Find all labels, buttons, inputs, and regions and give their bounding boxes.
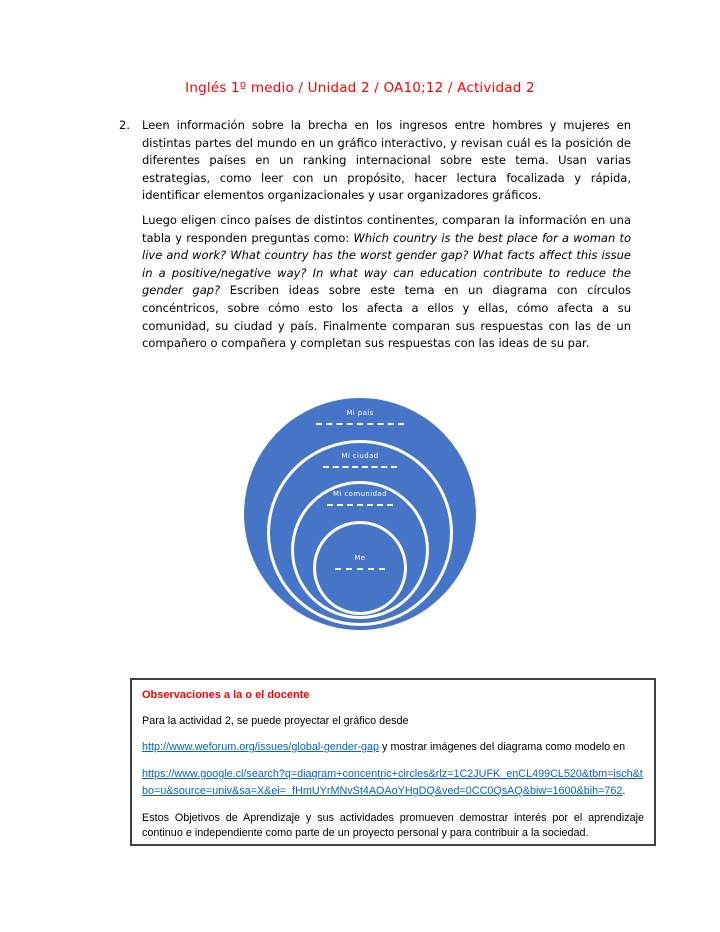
ring-label-me: Me <box>354 554 366 562</box>
observations-link-line <box>142 740 644 755</box>
paragraph-2-intro: Luego eligen cinco países de distintos continentes, comparan la información en una tabla y responden preguntas como: <box>142 213 631 245</box>
ring-label-community: Mi comunidad <box>333 490 387 498</box>
observations-line-3: Estos Objetivos de Aprendizaje y sus actividades promueven demostrar interés por el aprendizaje continuo e independiente como parte de un proyecto personal y para contribuir a la sociedad. <box>142 812 644 839</box>
activity-paragraph-2 <box>142 212 631 353</box>
google-link-line <box>142 766 644 800</box>
write-line-country <box>316 423 404 425</box>
concentric-circles-diagram <box>240 396 480 636</box>
observations-heading: Observaciones a la o el docente <box>142 689 310 701</box>
weforum-link[interactable]: http://www.weforum.org/issues/global-gender-gap <box>142 741 380 753</box>
paragraph-2-questions: Which country is the best place for a woman to live and work? What country has the worst gender gap? What facts affect this issue in a positive/negative way? In what way can education contribute to reduce the gender gap? <box>142 230 631 298</box>
ring-label-city: Mi ciudad <box>341 452 379 460</box>
observations-line-1: Para la actividad 2, se puede proyectar el gráfico desde <box>142 715 409 727</box>
page-title: Inglés 1º medio / Unidad 2 / OA10;12 / Actividad 2 <box>185 80 535 96</box>
write-line-me <box>335 568 385 570</box>
observations-line-2: y mostrar imágenes del diagrama como modelo en <box>379 741 626 753</box>
teacher-observations-box <box>130 678 656 846</box>
write-line-community <box>327 504 393 506</box>
paragraph-1-text: Leen información sobre la brecha en los ingresos entre hombres y mujeres en distintas partes del mundo en un gráfico interactivo, y revisan cuál es la posición de diferentes países en un ranking internacional sobre este tema. Usan varias estrategias, como leer con un propósito, hacer lectura focalizada y rápida, identificar elementos organizacionales y usar organizadores gráficos. <box>142 118 631 203</box>
write-line-city <box>323 466 397 468</box>
list-number: 2. <box>119 118 130 132</box>
paragraph-2-rest: Escriben ideas sobre este tema en un diagrama con círculos concéntricos, sobre cómo esto los afecta a ellos y ellas, cómo afecta a su comunidad, su ciudad y país. Finalmente comparan sus respuestas con las de un compañero o compañera y completan sus respuestas con las ideas de su par. <box>142 283 631 351</box>
activity-paragraph-1 <box>119 117 631 205</box>
link-period: . <box>622 785 626 797</box>
ring-label-country: Mi país <box>346 409 374 417</box>
google-search-link[interactable]: https://www.google.cl/search?q=diagram+concentric+circles&rlz=1C2JUFK_enCL499CL520&tbm=isch&tbo=u&source=univ&sa=X&ei=_fHmUYrMNvSt4AOAoYHgDQ&ved=0CC0QsAQ&biw=1600&bih=762 <box>142 768 643 797</box>
